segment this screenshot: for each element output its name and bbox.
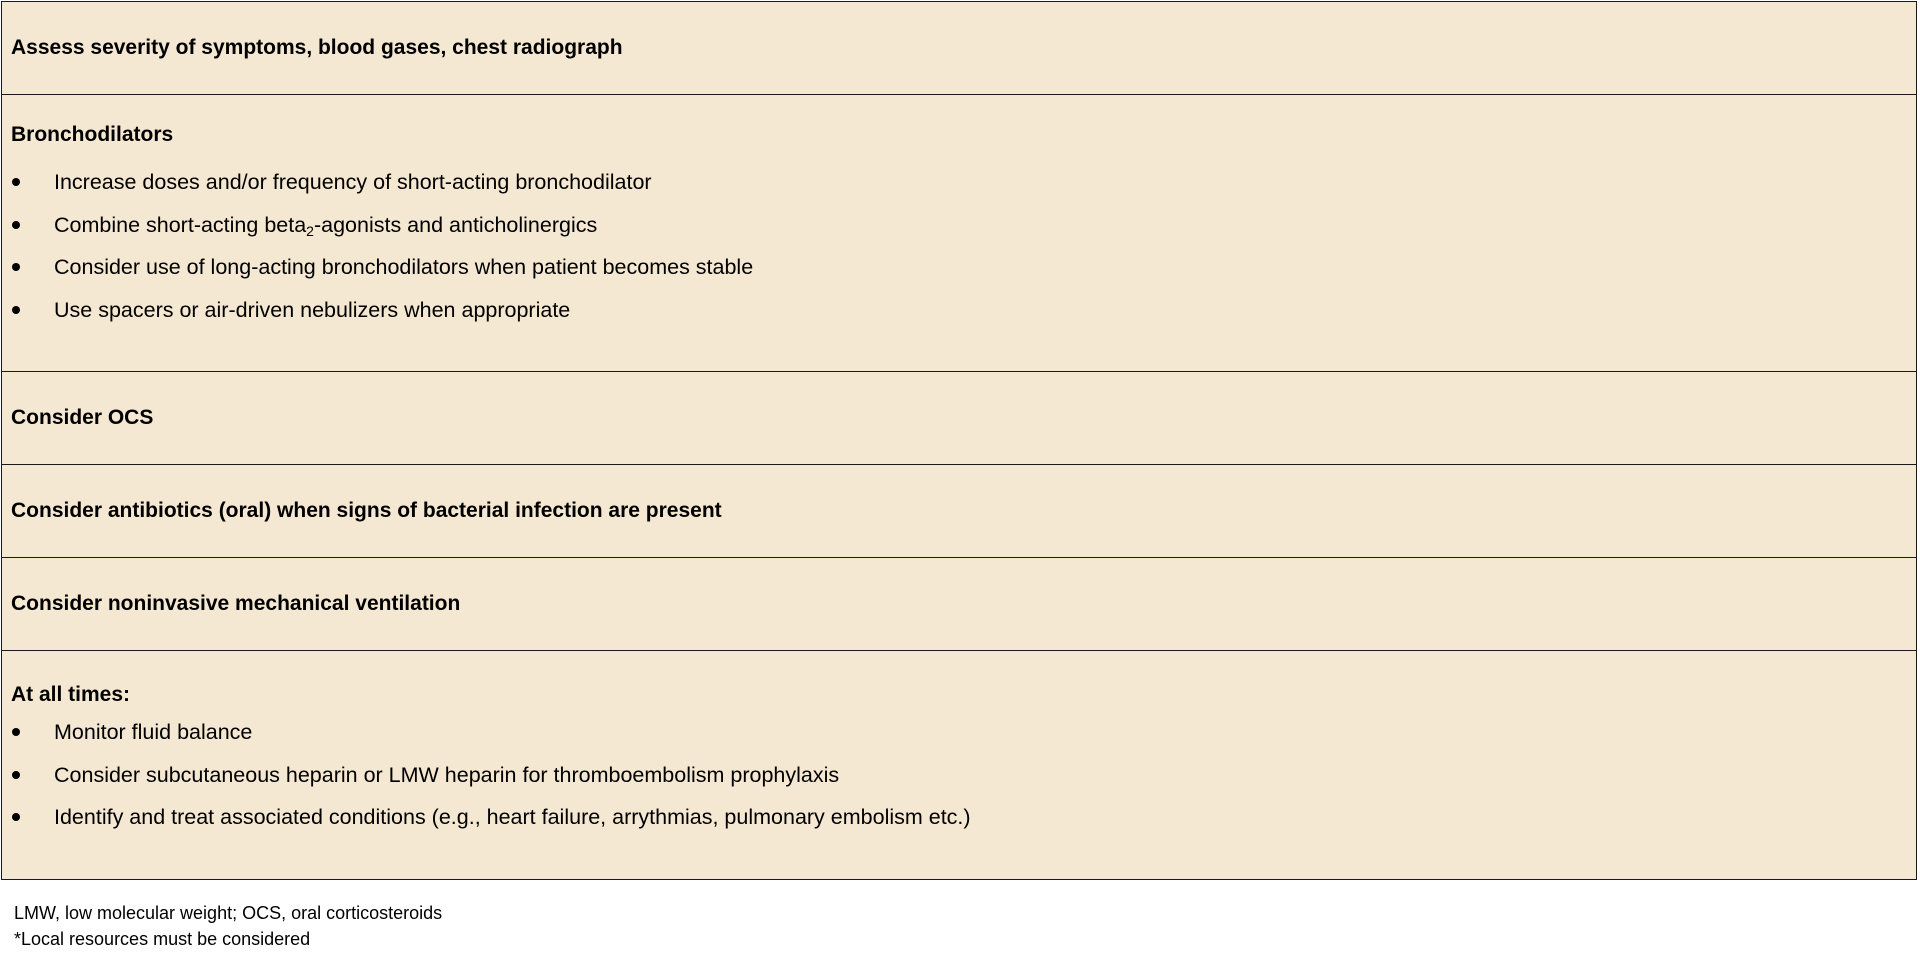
- list-item: [11, 161, 1916, 204]
- list-item-text: Consider subcutaneous heparin or LMW heparin for thromboembolism prophylaxis: [54, 762, 840, 787]
- row-bronchodilators: [2, 95, 1916, 372]
- list-item: [11, 246, 1916, 289]
- antibiotics-heading: Consider antibiotics (oral) when signs of bacterial infection are present: [11, 499, 722, 522]
- list-item-text: Identify and treat associated conditions (e.g., heart failure, arrythmias, pulmonary embolism etc.): [54, 805, 971, 830]
- list-item: [11, 796, 1916, 839]
- bronchodilators-list: [11, 161, 1916, 331]
- list-item-text: Use spacers or air-driven nebulizers when appropriate: [54, 297, 571, 322]
- list-item-text: Monitor fluid balance: [54, 720, 253, 745]
- bullet-icon: [12, 728, 20, 736]
- row-ventilation: [2, 558, 1916, 651]
- bullet-icon: [12, 263, 20, 271]
- subscript: 2: [306, 222, 314, 239]
- row-ocs: [2, 372, 1916, 465]
- list-item: [11, 289, 1916, 332]
- bronchodilators-heading: Bronchodilators: [11, 123, 174, 146]
- footnote-abbreviations: LMW, low molecular weight; OCS, oral corticosteroids: [14, 903, 443, 923]
- bullet-icon: [12, 771, 20, 779]
- row-at-all-times: [2, 651, 1916, 879]
- ventilation-heading: Consider noninvasive mechanical ventilation: [11, 592, 461, 615]
- assess-heading: Assess severity of symptoms, blood gases, chest radiograph: [11, 36, 623, 59]
- at-all-times-list: [11, 711, 1916, 839]
- bullet-icon: [12, 306, 20, 314]
- treatment-table: [1, 1, 1917, 880]
- list-item-text: Consider use of long-acting bronchodilators when patient becomes stable: [54, 255, 754, 280]
- at-all-times-heading: At all times:: [11, 683, 131, 706]
- bullet-icon: [12, 178, 20, 186]
- footnotes: [14, 900, 442, 952]
- row-assess: [2, 2, 1916, 95]
- row-antibiotics: [2, 465, 1916, 558]
- footnote-local-resources: *Local resources must be considered: [14, 929, 311, 949]
- list-item-text: Increase doses and/or frequency of short-acting bronchodilator: [54, 170, 652, 195]
- list-item: [11, 204, 1916, 247]
- ocs-heading: Consider OCS: [11, 406, 154, 429]
- list-item-text: Combine short-acting beta$_2$-agonists and anticholinergics: [54, 212, 598, 239]
- bullet-icon: [12, 221, 20, 229]
- bullet-icon: [12, 813, 20, 821]
- list-item: [11, 754, 1916, 797]
- list-item: [11, 711, 1916, 754]
